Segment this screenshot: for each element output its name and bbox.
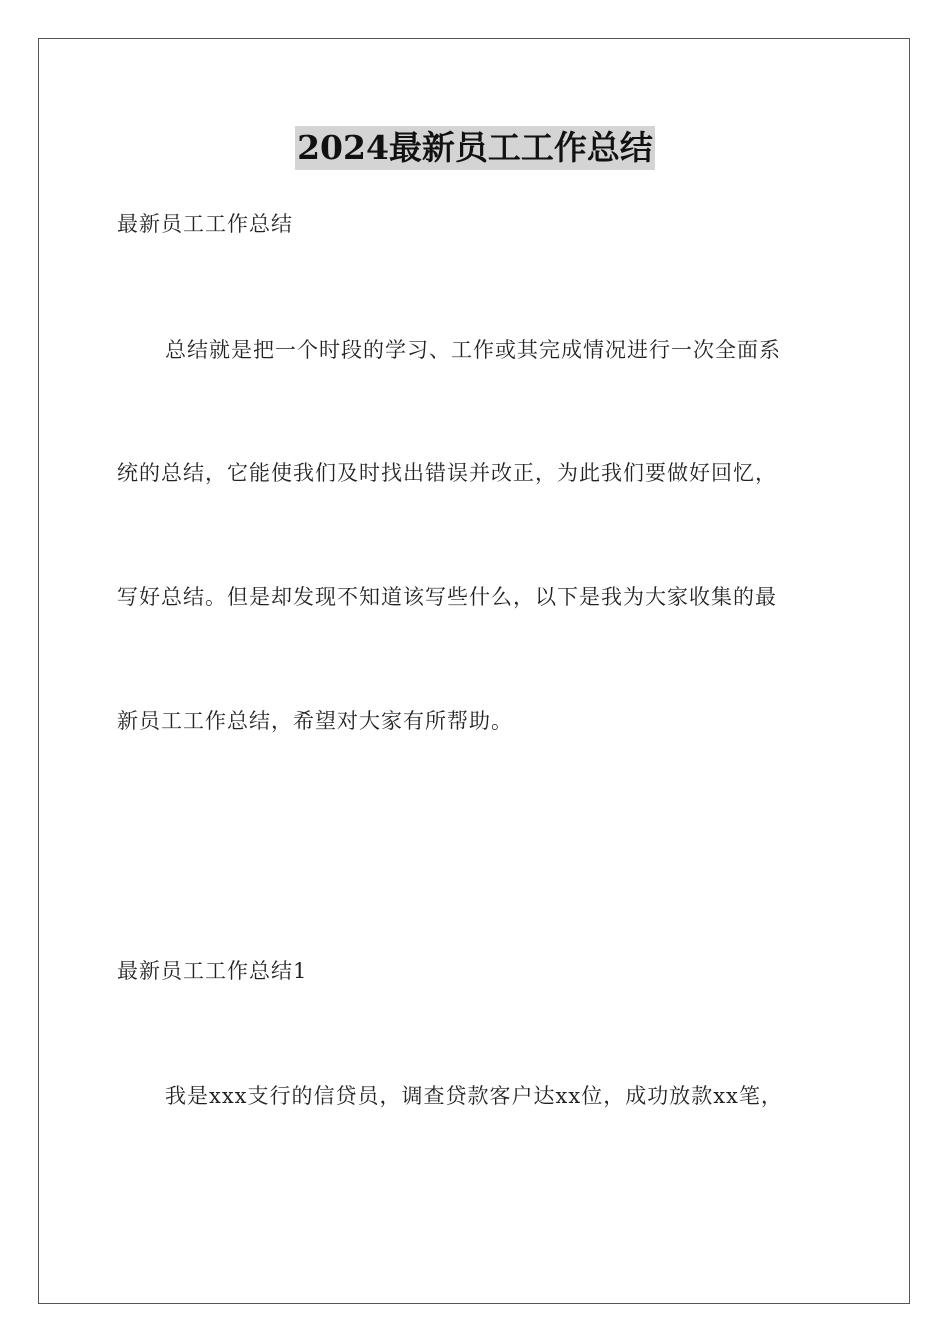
intro-line-4: 新员工工作总结，希望对大家有所帮助。 <box>117 709 513 733</box>
document-subtitle: 最新员工工作总结 <box>117 212 293 236</box>
section-line-1: 我是xxx支行的信贷员，调查贷款客户达xx位，成功放款xx笔， <box>165 1084 783 1108</box>
document-title: 2024最新员工工作总结 <box>295 126 655 170</box>
section-heading: 最新员工工作总结1 <box>117 959 308 983</box>
intro-line-3: 写好总结。但是却发现不知道该写些什么，以下是我为大家收集的最 <box>117 585 777 609</box>
title-container <box>0 126 950 170</box>
intro-line-1: 总结就是把一个时段的学习、工作或其完成情况进行一次全面系 <box>165 338 781 362</box>
intro-line-2: 统的总结，它能使我们及时找出错误并改正，为此我们要做好回忆， <box>117 461 777 485</box>
